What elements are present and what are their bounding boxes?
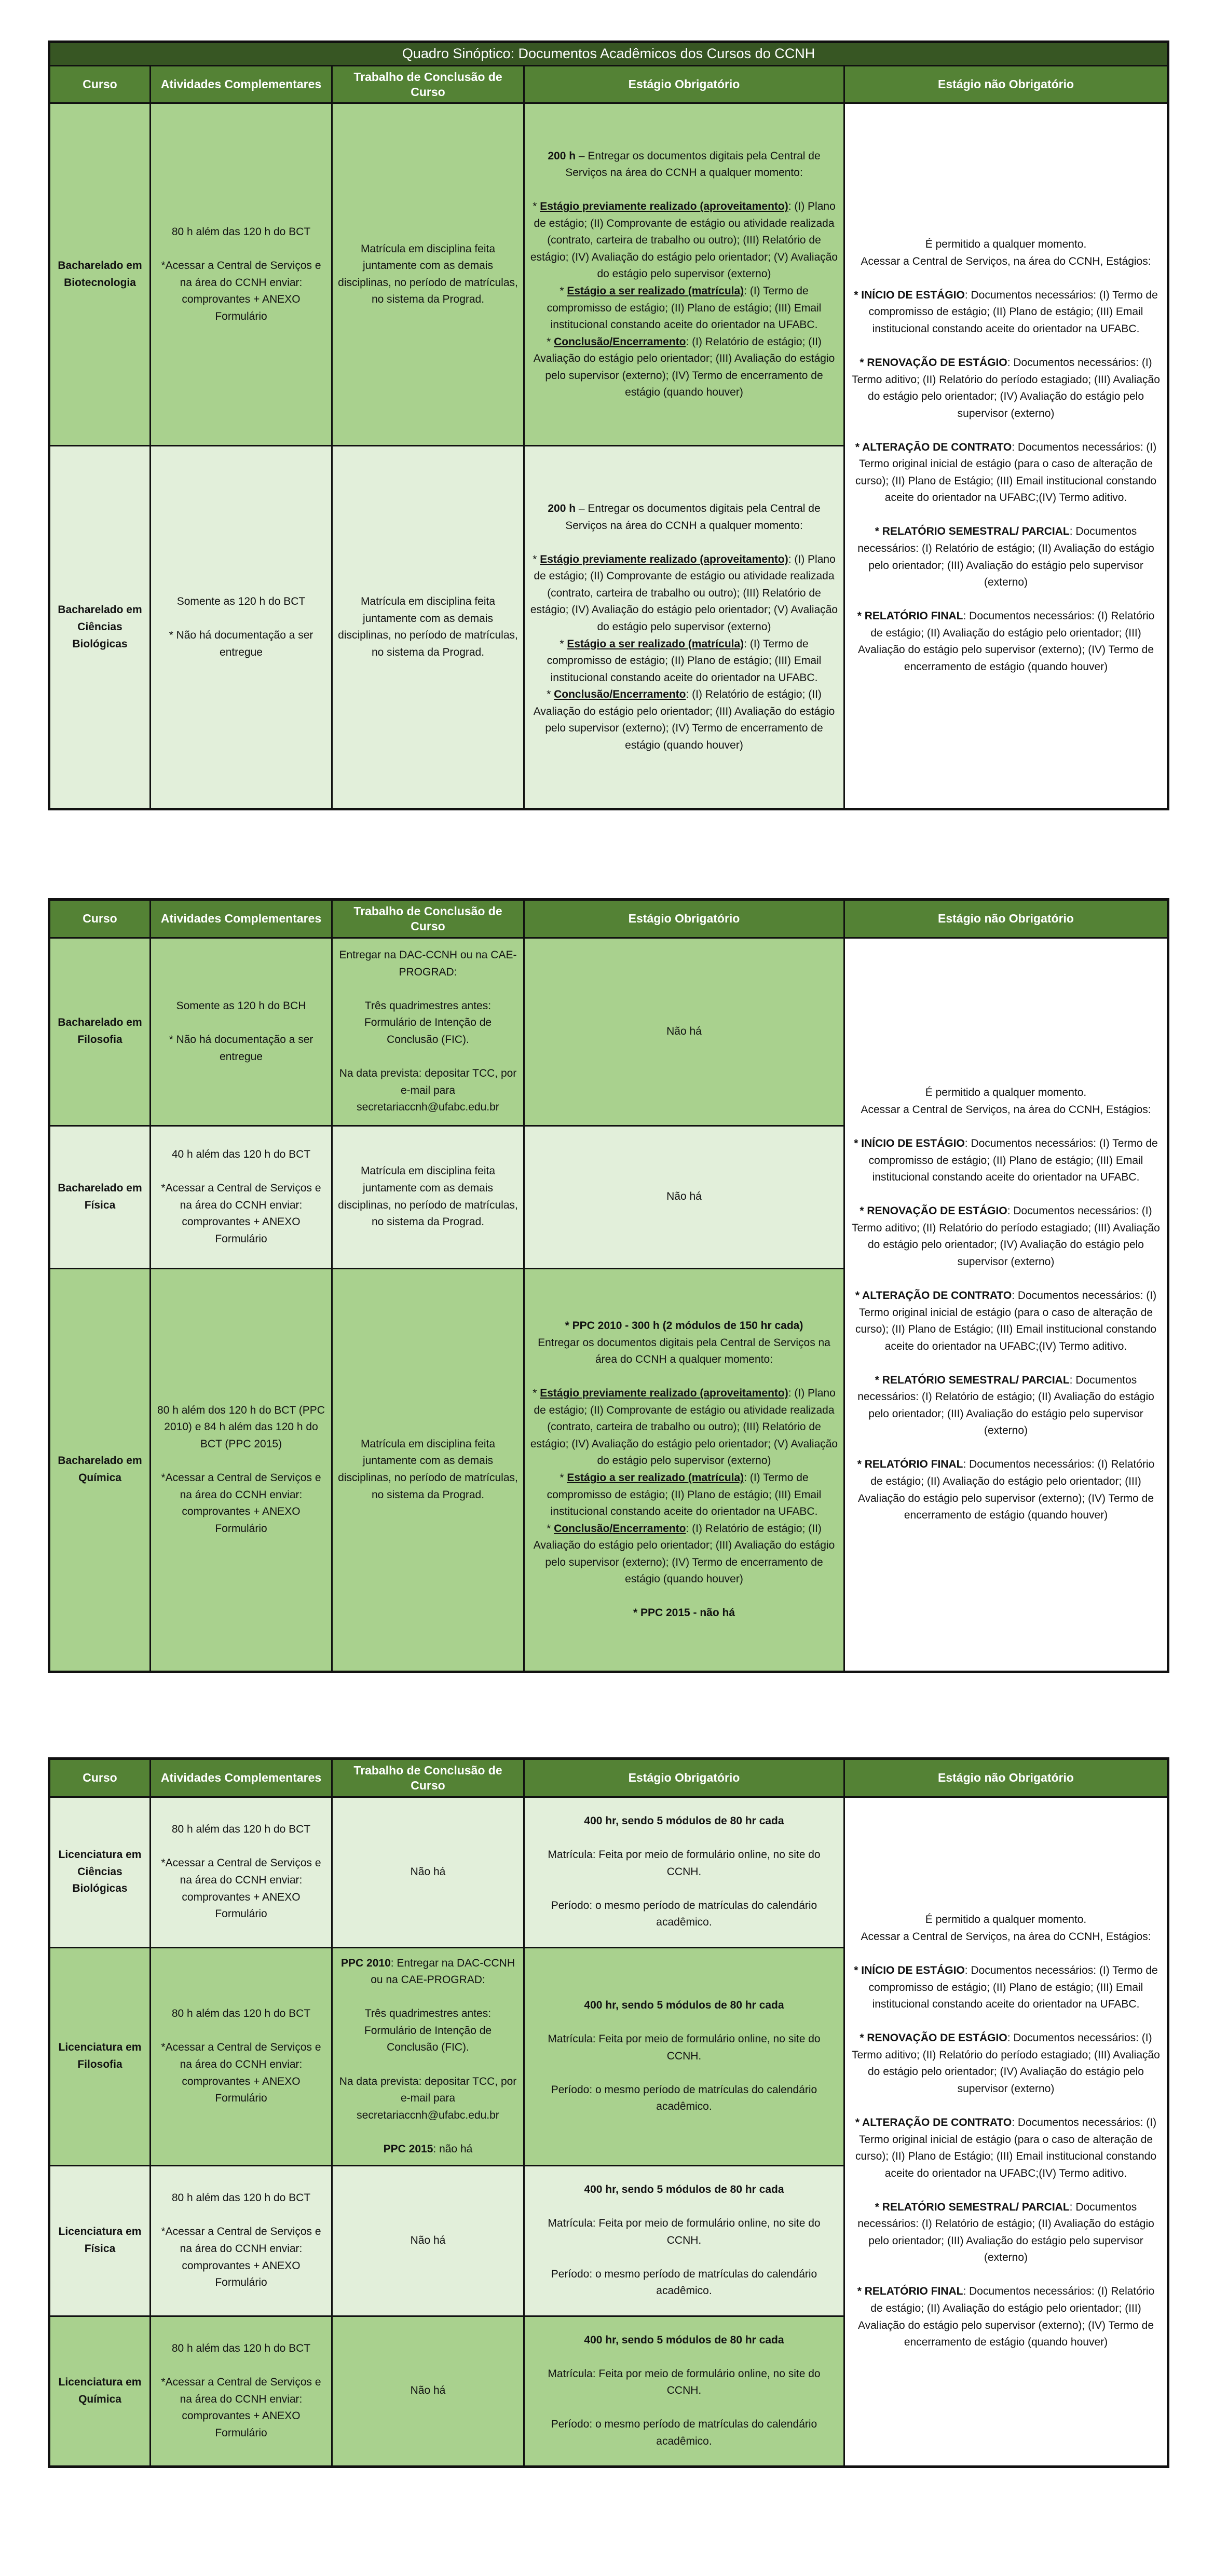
cell-tcc: Não há (332, 2316, 524, 2466)
table-licenciaturas (48, 1757, 1169, 2468)
header-estagio-obrigatorio: Estágio Obrigatório (524, 65, 844, 103)
cell-tcc: Matrícula em disciplina feita juntamente com as demais disciplinas, no período de matrículas, no sistema da Prograd. (332, 1126, 524, 1268)
cell-estagio-nao-obrigatorio: É permitido a qualquer momento. Acessar a Central de Serviços, na área do CCNH, Estágios: * INÍCIO DE ESTÁGIO: Documentos necessários: (I) Termo de compromisso de estágio; (II) Plano de estágio; (III) Email institucional constando aceite do orientador na UFABC. * RENOVAÇÃO DE ESTÁGIO: Documentos necessários: (I) Termo aditivo; (II) Relatório do período estagiado; (III) Avaliação do estágio pelo orientador; (IV) Avaliação do estágio pelo supervisor (externo) * ALTERAÇÃO DE CONTRATO: Documentos necessários: (I) Termo original inicial de estágio (para o caso de alteração de curso); (II) Plano de Estágio; (III) Email institucional constando aceite do orientador na UFABC;(IV) Termo aditivo. * RELATÓRIO SEMESTRAL/ PARCIAL: Documentos necessários: (I) Relatório de estágio; (II) Avaliação do estágio pelo orientador; (III) Avaliação do estágio pelo supervisor (externo) * RELATÓRIO FINAL: Documentos necessários: (I) Relatório de estágio; (II) Avaliação do estágio pelo orientador; (III) Avaliação do estágio pelo supervisor (externo); (IV) Termo de encerramento de estágio (quando houver) (844, 1797, 1168, 2466)
cell-curso: Bacharelado em Filosofia (49, 938, 151, 1126)
cell-estagio-obrigatorio: 200 h – Entregar os documentos digitais pela Central de Serviços na área do CCNH a qualquer momento: * Estágio previamente realizado (aproveitamento): (I) Plano de estágio; (II) Comprovante de estágio ou atividade realizada (contrato, carteira de trabalho ou outro); (III) Relatório de estágio; (IV) Avaliação do estágio pelo orientador; (V) Avaliação do estágio pelo supervisor (externo) * Estágio a ser realizado (matrícula): (I) Termo de compromisso de estágio; (II) Plano de estágio; (III) Email institucional constando aceite do orientador na UFABC. * Conclusão/Encerramento: (I) Relatório de estágio; (II) Avaliação do estágio pelo orientador; (III) Avaliação do estágio pelo supervisor (externo); (IV) Termo de encerramento de estágio (quando houver) (524, 103, 844, 446)
header-atividades: Atividades Complementares (151, 1759, 332, 1797)
table-row (49, 938, 1168, 1126)
header-atividades: Atividades Complementares (151, 65, 332, 103)
cell-curso: Licenciatura em Ciências Biológicas (49, 1797, 151, 1947)
cell-tcc: Matrícula em disciplina feita juntamente com as demais disciplinas, no período de matrículas, no sistema da Prograd. (332, 446, 524, 809)
cell-estagio-nao-obrigatorio: É permitido a qualquer momento. Acessar a Central de Serviços, na área do CCNH, Estágios: * INÍCIO DE ESTÁGIO: Documentos necessários: (I) Termo de compromisso de estágio; (II) Plano de estágio; (III) Email institucional constando aceite do orientador na UFABC. * RENOVAÇÃO DE ESTÁGIO: Documentos necessários: (I) Termo aditivo; (II) Relatório do período estagiado; (III) Avaliação do estágio pelo orientador; (IV) Avaliação do estágio pelo supervisor (externo) * ALTERAÇÃO DE CONTRATO: Documentos necessários: (I) Termo original inicial de estágio (para o caso de alteração de curso); (II) Plano de Estágio; (III) Email institucional constando aceite do orientador na UFABC;(IV) Termo aditivo. * RELATÓRIO SEMESTRAL/ PARCIAL: Documentos necessários: (I) Relatório de estágio; (II) Avaliação do estágio pelo orientador; (III) Avaliação do estágio pelo supervisor (externo) * RELATÓRIO FINAL: Documentos necessários: (I) Relatório de estágio; (II) Avaliação do estágio pelo orientador; (III) Avaliação do estágio pelo supervisor (externo); (IV) Termo de encerramento de estágio (quando houver) (844, 938, 1168, 1672)
cell-estagio-obrigatorio: 400 hr, sendo 5 módulos de 80 hr cada Matrícula: Feita por meio de formulário online, no site do CCNH. Período: o mesmo período de matrículas do calendário acadêmico. (524, 1947, 844, 2165)
cell-atividades: 40 h além das 120 h do BCT *Acessar a Central de Serviços e na área do CCNH enviar: comprovantes + ANEXO Formulário (151, 1126, 332, 1268)
header-estagio-nao-obrigatorio: Estágio não Obrigatório (844, 1759, 1168, 1797)
cell-atividades: 80 h além das 120 h do BCT *Acessar a Central de Serviços e na área do CCNH enviar: comprovantes + ANEXO Formulário (151, 2316, 332, 2466)
cell-curso: Licenciatura em Física (49, 2165, 151, 2316)
cell-curso: Bacharelado em Química (49, 1268, 151, 1672)
cell-estagio-obrigatorio: 400 hr, sendo 5 módulos de 80 hr cada Matrícula: Feita por meio de formulário online, no site do CCNH. Período: o mesmo período de matrículas do calendário acadêmico. (524, 2316, 844, 2466)
header-curso: Curso (49, 1759, 151, 1797)
cell-estagio-obrigatorio: Não há (524, 938, 844, 1126)
cell-curso: Licenciatura em Química (49, 2316, 151, 2466)
header-estagio-nao-obrigatorio: Estágio não Obrigatório (844, 65, 1168, 103)
header-estagio-obrigatorio: Estágio Obrigatório (524, 1759, 844, 1797)
cell-tcc: Matrícula em disciplina feita juntamente com as demais disciplinas, no período de matrículas, no sistema da Prograd. (332, 1268, 524, 1672)
header-tcc: Trabalho de Conclusão de Curso (332, 900, 524, 938)
cell-estagio-obrigatorio: 200 h – Entregar os documentos digitais pela Central de Serviços na área do CCNH a qualquer momento: * Estágio previamente realizado (aproveitamento): (I) Plano de estágio; (II) Comprovante de estágio ou atividade realizada (contrato, carteira de trabalho ou outro); (III) Relatório de estágio; (IV) Avaliação do estágio pelo orientador; (V) Avaliação do estágio pelo supervisor (externo) * Estágio a ser realizado (matrícula): (I) Termo de compromisso de estágio; (II) Plano de estágio; (III) Email institucional constando aceite do orientador na UFABC. * Conclusão/Encerramento: (I) Relatório de estágio; (II) Avaliação do estágio pelo orientador; (III) Avaliação do estágio pelo supervisor (externo); (IV) Termo de encerramento de estágio (quando houver) (524, 446, 844, 809)
cell-curso: Licenciatura em Filosofia (49, 1947, 151, 2165)
table-bacharelados-biotec-bio (48, 40, 1169, 810)
horas-label: 200 h (548, 150, 576, 162)
header-atividades: Atividades Complementares (151, 900, 332, 938)
header-curso: Curso (49, 65, 151, 103)
header-estagio-obrigatorio: Estágio Obrigatório (524, 900, 844, 938)
cell-tcc: Entregar na DAC-CCNH ou na CAE-PROGRAD: Três quadrimestres antes: Formulário de Intenção de Conclusão (FIC). Na data prevista: depositar TCC, por e-mail para secretariaccnh@ufabc.edu.br (332, 938, 524, 1126)
cell-atividades: Somente as 120 h do BCT * Não há documentação a ser entregue (151, 446, 332, 809)
cell-atividades: 80 h além das 120 h do BCT *Acessar a Central de Serviços e na área do CCNH enviar: comprovantes + ANEXO Formulário (151, 2165, 332, 2316)
cell-estagio-nao-obrigatorio: É permitido a qualquer momento. Acessar a Central de Serviços, na área do CCNH, Estágios: * INÍCIO DE ESTÁGIO: Documentos necessários: (I) Termo de compromisso de estágio; (II) Plano de estágio; (III) Email institucional constando aceite do orientador na UFABC. * RENOVAÇÃO DE ESTÁGIO: Documentos necessários: (I) Termo aditivo; (II) Relatório do período estagiado; (III) Avaliação do estágio pelo orientador; (IV) Avaliação do estágio pelo supervisor (externo) * ALTERAÇÃO DE CONTRATO: Documentos necessários: (I) Termo original inicial de estágio (para o caso de alteração de curso); (II) Plano de Estágio; (III) Email institucional constando aceite do orientador na UFABC;(IV) Termo aditivo. * RELATÓRIO SEMESTRAL/ PARCIAL: Documentos necessários: (I) Relatório de estágio; (II) Avaliação do estágio pelo orientador; (III) Avaliação do estágio pelo supervisor (externo) * RELATÓRIO FINAL: Documentos necessários: (I) Relatório de estágio; (II) Avaliação do estágio pelo orientador; (III) Avaliação do estágio pelo supervisor (externo); (IV) Termo de encerramento de estágio (quando houver) (844, 103, 1168, 809)
cell-atividades (151, 103, 332, 446)
cell-tcc: PPC 2010: Entregar na DAC-CCNH ou na CAE-PROGRAD: Três quadrimestres antes: Formulário de Intenção de Conclusão (FIC). Na data prevista: depositar TCC, por e-mail para secretariaccnh@ufabc.edu.br PPC 2015: não há (332, 1947, 524, 2165)
table-row (49, 1797, 1168, 1947)
header-curso: Curso (49, 900, 151, 938)
cell-estagio-obrigatorio: * PPC 2010 - 300 h (2 módulos de 150 hr cada) Entregar os documentos digitais pela Central de Serviços na área do CCNH a qualquer momento: * Estágio previamente realizado (aproveitamento): (I) Plano de estágio; (II) Comprovante de estágio ou atividade realizada (contrato, carteira de trabalho ou outro); (III) Relatório de estágio; (IV) Avaliação do estágio pelo orientador; (V) Avaliação do estágio pelo supervisor (externo) * Estágio a ser realizado (matrícula): (I) Termo de compromisso de estágio; (II) Plano de estágio; (III) Email institucional constando aceite do orientador na UFABC. * Conclusão/Encerramento: (I) Relatório de estágio; (II) Avaliação do estágio pelo orientador; (III) Avaliação do estágio pelo supervisor (externo); (IV) Termo de encerramento de estágio (quando houver) * PPC 2015 - não há (524, 1268, 844, 1672)
cell-estagio-obrigatorio: 400 hr, sendo 5 módulos de 80 hr cada Matrícula: Feita por meio de formulário online, no site do CCNH. Período: o mesmo período de matrículas do calendário acadêmico. (524, 1797, 844, 1947)
header-tcc: Trabalho de Conclusão de Curso (332, 1759, 524, 1797)
cell-tcc: Não há (332, 1797, 524, 1947)
atividades-horas: 80 h além das 120 h do BCT (171, 226, 311, 238)
header-tcc: Trabalho de Conclusão de Curso (332, 65, 524, 103)
cell-curso: Bacharelado em Física (49, 1126, 151, 1268)
cell-estagio-obrigatorio: 400 hr, sendo 5 módulos de 80 hr cada Matrícula: Feita por meio de formulário online, no site do CCNH. Período: o mesmo período de matrículas do calendário acadêmico. (524, 2165, 844, 2316)
header-estagio-nao-obrigatorio: Estágio não Obrigatório (844, 900, 1168, 938)
cell-estagio-obrigatorio: Não há (524, 1126, 844, 1268)
cell-curso: Bacharelado em Biotecnologia (49, 103, 151, 446)
cell-tcc: Matrícula em disciplina feita juntamente com as demais disciplinas, no período de matrículas, no sistema da Prograd. (332, 103, 524, 446)
cell-atividades: 80 h além dos 120 h do BCT (PPC 2010) e 84 h além das 120 h do BCT (PPC 2015) *Acessar a Central de Serviços e na área do CCNH enviar: comprovantes + ANEXO Formulário (151, 1268, 332, 1672)
cell-atividades: Somente as 120 h do BCH * Não há documentação a ser entregue (151, 938, 332, 1126)
table-bacharelados-filo-fis-qui (48, 898, 1169, 1673)
cell-atividades: 80 h além das 120 h do BCT *Acessar a Central de Serviços e na área do CCNH enviar: comprovantes + ANEXO Formulário (151, 1797, 332, 1947)
cell-atividades: 80 h além das 120 h do BCT *Acessar a Central de Serviços e na área do CCNH enviar: comprovantes + ANEXO Formulário (151, 1947, 332, 2165)
table-row (49, 103, 1168, 446)
cell-curso: Bacharelado em Ciências Biológicas (49, 446, 151, 809)
atividades-envio: *Acessar a Central de Serviços e na área do CCNH enviar: comprovantes + ANEXO Formulário (161, 260, 321, 322)
document-title: Quadro Sinóptico: Documentos Acadêmicos dos Cursos do CCNH (49, 42, 1168, 66)
cell-tcc: Não há (332, 2165, 524, 2316)
